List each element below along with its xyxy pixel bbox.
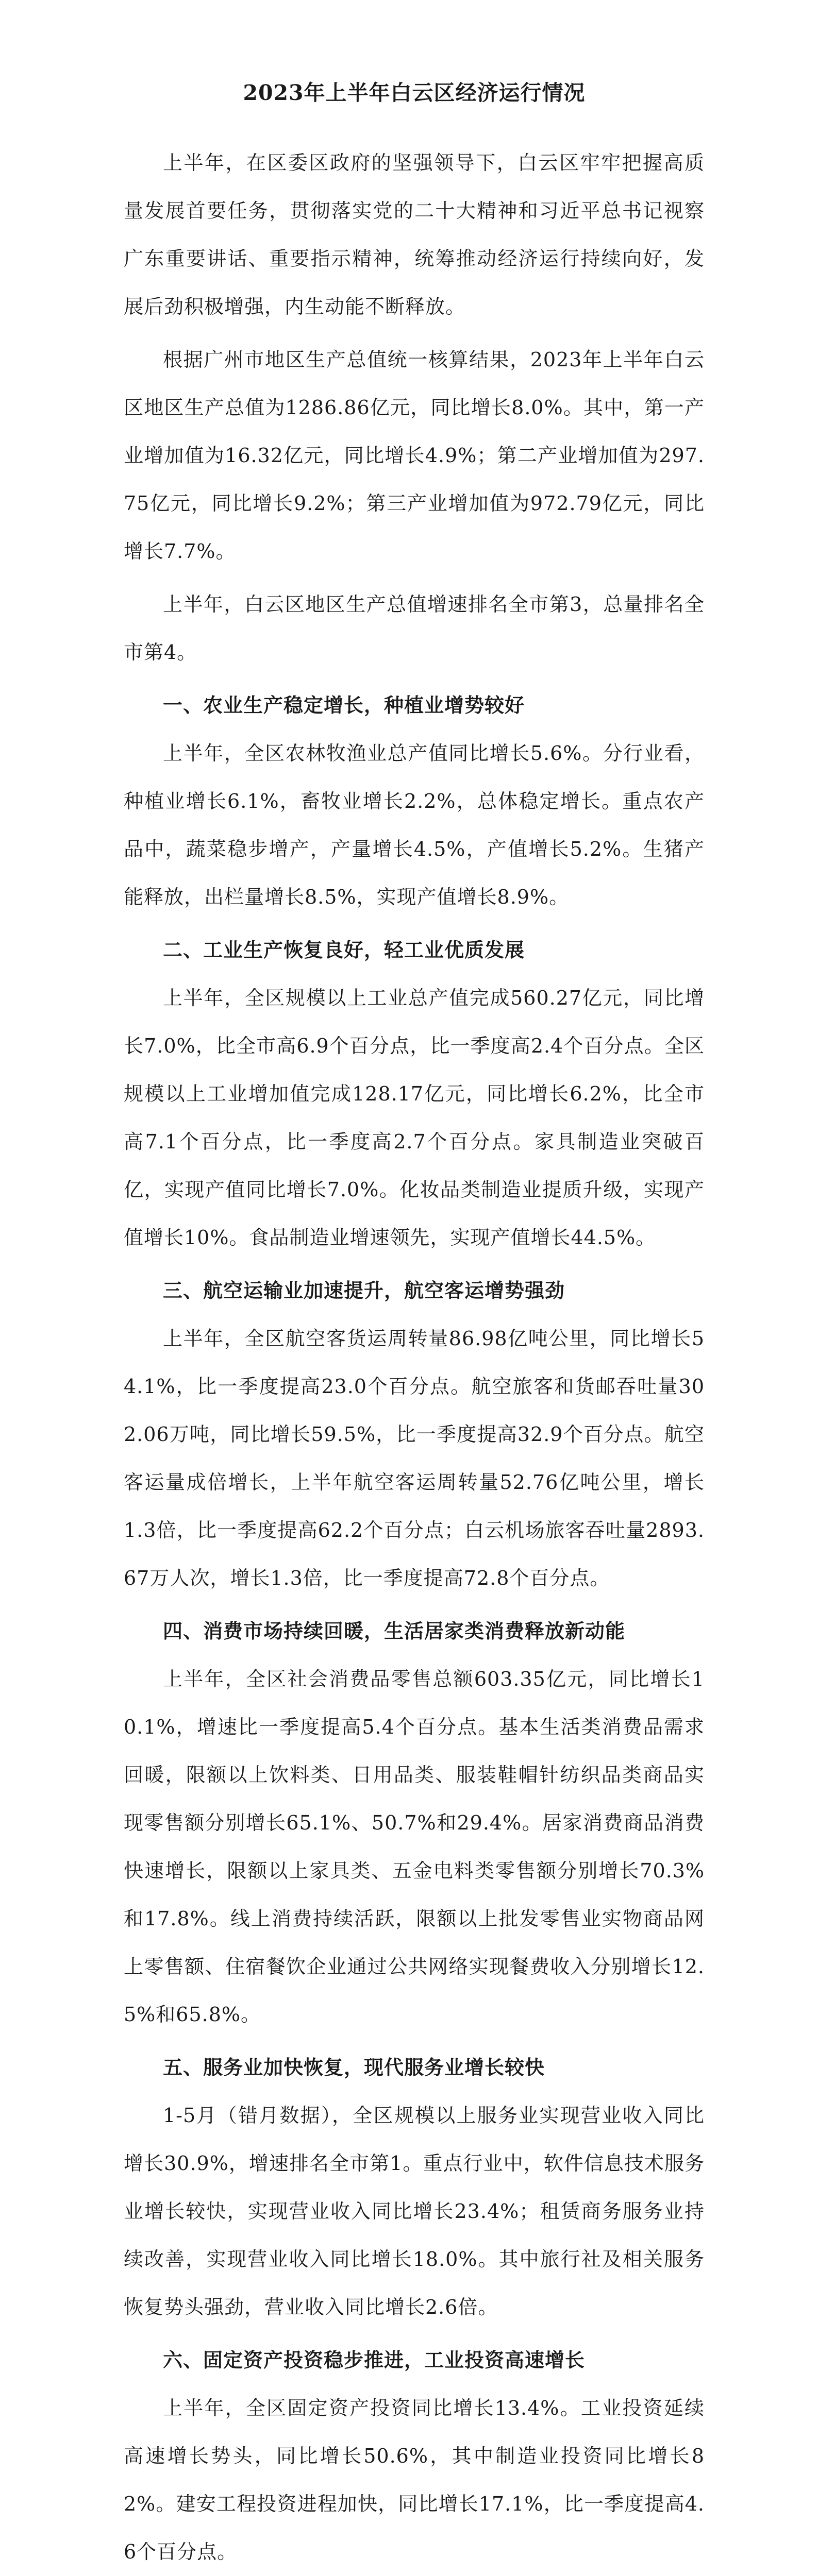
section-heading-aviation: 三、航空运输业加速提升，航空客运增势强劲 (163, 1279, 565, 1302)
section-body-industry: 上半年，全区规模以上工业总产值完成560.27亿元，同比增长7.0%，比全市高6.9个百分点，比一季度高2.4个百分点。全区规模以上工业增加值完成128.17亿元，同比增长6.2%，比全市高7.1个百分点，比一季度高2.7个百分点。家具制造业突破百亿，实现产值同比增长7.0%。化妆品类制造业提质升级，实现产值增长10%。食品制造业增速领先，实现产值增长44.5%。 (124, 987, 705, 1249)
section-heading-agriculture: 一、农业生产稳定增长，种植业增势较好 (163, 694, 525, 717)
section-body-agriculture: 上半年，全区农林牧渔业总产值同比增长5.6%。分行业看，种植业增长6.1%，畜牧业增长2.2%，总体稳定增长。重点农产品中，蔬菜稳步增产，产量增长4.5%，产值增长5.2%。生猪产能释放，出栏量增长8.5%，实现产值增长8.9%。 (124, 742, 705, 908)
intro-paragraph-3: 上半年，白云区地区生产总值增速排名全市第3，总量排名全市第4。 (124, 593, 705, 664)
intro-paragraph-1: 上半年，在区委区政府的坚强领导下，白云区牢牢把握高质量发展首要任务，贯彻落实党的二十大精神和习近平总书记视察广东重要讲话、重要指示精神，统筹推动经济运行持续向好，发展后劲积极增强，内生动能不断释放。 (124, 151, 705, 318)
intro-paragraph-2: 根据广州市地区生产总值统一核算结果，2023年上半年白云区地区生产总值为1286.86亿元，同比增长8.0%。其中，第一产业增加值为16.32亿元，同比增长4.9%；第二产业增加值为297.75亿元，同比增长9.2%；第三产业增加值为972.79亿元，同比增长7.7%。 (124, 348, 705, 563)
section-heading-industry: 二、工业生产恢复良好，轻工业优质发展 (163, 939, 525, 961)
section-body-aviation: 上半年，全区航空客货运周转量86.98亿吨公里，同比增长54.1%，比一季度提高23.0个百分点。航空旅客和货邮吞吐量302.06万吨，同比增长59.5%，比一季度提高32.9个百分点。航空客运量成倍增长，上半年航空客运周转量52.76亿吨公里，增长1.3倍，比一季度提高62.2个百分点；白云机场旅客吞吐量2893.67万人次，增长1.3倍，比一季度提高72.8个百分点。 (124, 1327, 705, 1589)
section-heading-consumption: 四、消费市场持续回暖，生活居家类消费释放新动能 (163, 1620, 626, 1642)
article-title: 2023年上半年白云区经济运行情况 (243, 80, 586, 105)
section-body-services: 1-5月（错月数据），全区规模以上服务业实现营业收入同比增长30.9%，增速排名全市第1。重点行业中，软件信息技术服务业增长较快，实现营业收入同比增长23.4%；租赁商务服务业持续改善，实现营业收入同比增长18.0%。其中旅行社及相关服务恢复势头强劲，营业收入同比增长2.6倍。 (124, 2104, 705, 2318)
section-body-consumption: 上半年，全区社会消费品零售总额603.35亿元，同比增长10.1%，增速比一季度提高5.4个百分点。基本生活类消费品需求回暖，限额以上饮料类、日用品类、服装鞋帽针纺织品类商品实现零售额分别增长65.1%、50.7%和29.4%。居家消费商品消费快速增长，限额以上家具类、五金电料类零售额分别增长70.3%和17.8%。线上消费持续活跃，限额以上批发零售业实物商品网上零售额、住宿餐饮企业通过公共网络实现餐费收入分别增长12.5%和65.8%。 (124, 1668, 705, 2026)
section-heading-services: 五、服务业加快恢复，现代服务业增长较快 (163, 2056, 545, 2079)
section-body-investment: 上半年，全区固定资产投资同比增长13.4%。工业投资延续高速增长势头，同比增长50.6%，其中制造业投资同比增长82%。建安工程投资进程加快，同比增长17.1%，比一季度提高4.6个百分点。 (124, 2397, 705, 2563)
section-heading-investment: 六、固定资产投资稳步推进，工业投资高速增长 (163, 2349, 586, 2371)
